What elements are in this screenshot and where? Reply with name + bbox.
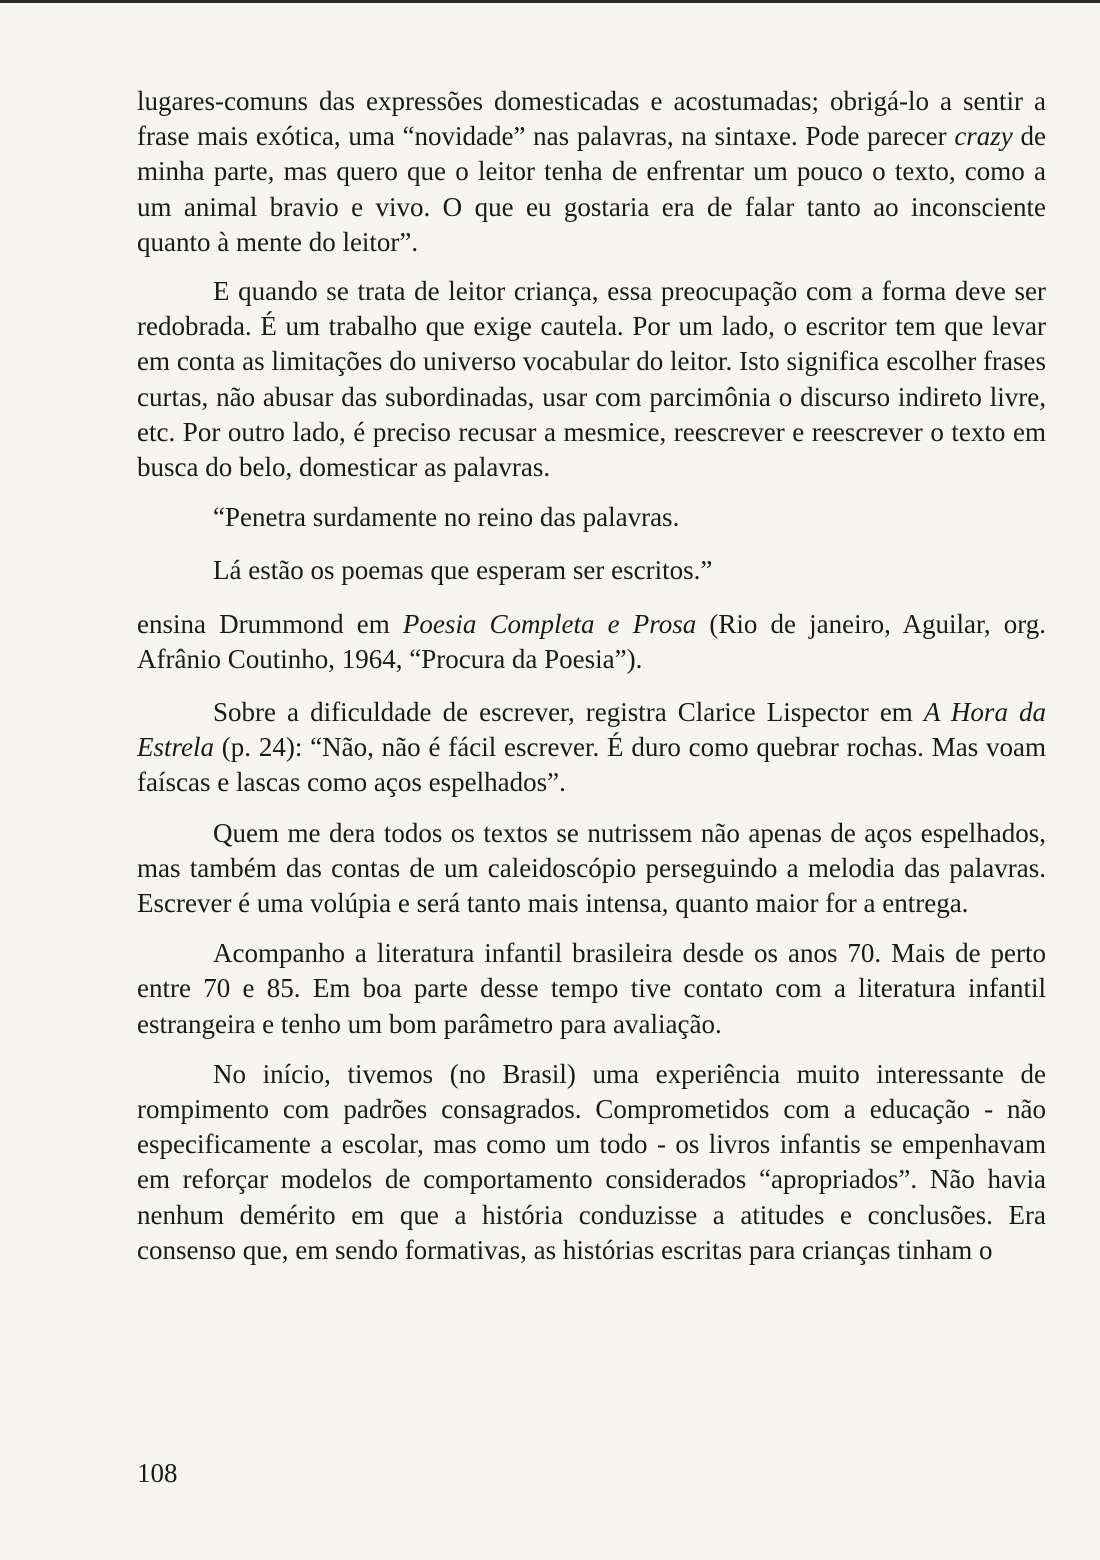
quote-line-1: “Penetra surdamente no reino das palavras. [213,502,680,533]
paragraph-text: (p. 24): “Não, não é fácil escrever. É duro como quebrar rochas. Mas voam faíscas e lascas como aços espelhados”. [137,732,1046,798]
paragraph-leitor-crianca: E quando se trata de leitor criança, essa preocupação com a forma deve ser redobrada. É um trabalho que exige cautela. Por um lado, o escritor tem que levar em conta as limitações do universo vocabular do leitor. Isto significa escolher frases curtas, não abusar das subordinadas, usar com parcimônia o discurso indireto livre, etc. Por outro lado, é preciso recusar a mesmice, reescrever e reescrever o texto em busca do belo, domesticar as palavras. [137,276,1046,483]
paragraph-text: Sobre a dificuldade de escrever, registra Clarice Lispector em [213,697,924,728]
paragraph-acompanho: Acompanho a literatura infantil brasileira desde os anos 70. Mais de perto entre 70 e 85. Em boa parte desse tempo tive contato com a literatura infantil estrangeira e tenho um bom parâmetro para avaliação. [137,938,1046,1039]
book-title: A Hora da Estrela [137,697,1046,763]
paragraph-text: lugares-comuns das expressões domesticadas e acostumadas; obrigá-lo a sentir a frase mais exótica, uma “novidade” nas palavras, na sintaxe. Pode parecer [137,86,1046,152]
page-number: 108 [137,1458,178,1488]
quote-line-2: Lá estão os poemas que esperam ser escritos.” [213,555,713,586]
italic-term: crazy [954,121,1013,152]
paragraph-no-inicio: No início, tivemos (no Brasil) uma experiência muito interessante de rompimento com padrões consagrados. Comprometidos com a educação - não especificamente a escolar, mas como um todo - os livros infantis se empenhavam em reforçar modelos de comportamento considerados “apropriados”. Não havia nenhum demérito em que a história conduzisse a atitudes e conclusões. Era consenso que, em sendo formativas, as histórias escritas para crianças tinham o [137,1058,1046,1265]
page-top-edge [0,0,1100,3]
paragraph-acos-espelhados: Quem me dera todos os textos se nutrissem não apenas de aços espelhados, mas também das contas de um caleidoscópio perseguindo a melodia das palavras. Escrever é uma volúpia e será tanto mais intensa, quanto maior for a entrega. [137,817,1046,919]
paragraph-continued [137,84,1046,260]
paragraph-drummond-citation [137,607,1046,677]
paragraph-clarice [137,695,1046,801]
paragraph-text: de minha parte, mas quero que o leitor tenha de enfrentar um pouco o texto, como a um animal bravio e vivo. O que eu gostaria era de falar tanto ao inconsciente quanto à mente do leitor”. [137,121,1046,257]
book-title: Poesia Completa e Prosa [402,608,697,639]
paragraph-text: (Rio de janeiro, Aguilar, org. Afrânio Coutinho, 1964, “Procura da Poesia”). [137,608,1047,674]
page-body [137,84,1046,1283]
paragraph-text: ensina Drummond em [137,608,403,639]
